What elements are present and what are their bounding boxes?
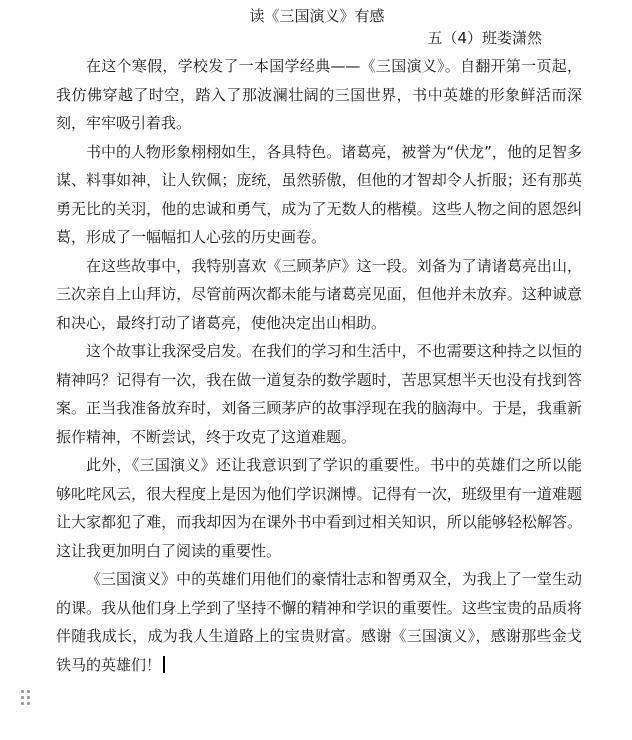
paragraph-3[interactable]: 在这些故事中，我特别喜欢《三顾茅庐》这一段。刘备为了请诸葛亮出山，三次亲自上山拜访，尽管前两次都未能与诸葛亮见面，但他并未放弃。这种诚意和决心，最终打动了诸葛亮，使他决定出山相助。	[56, 256, 582, 332]
drag-handle-icon[interactable]	[21, 690, 31, 706]
document-title: 读《三国演义》有感	[249, 7, 385, 25]
document-body[interactable]	[56, 6, 582, 679]
paragraph-1[interactable]: 在这个寒假，学校发了一本国学经典——《三国演义》。自翻开第一页起，我仿佛穿越了时空，踏入了那波澜壮阔的三国世界，书中英雄的形象鲜活而深刻，牢牢吸引着我。	[56, 57, 582, 132]
paragraph-4[interactable]: 这个故事让我深受启发。在我们的学习和生活中，不也需要这种持之以恒的精神吗？记得有一次，我在做一道复杂的数学题时，苦思冥想半天也没有找到答案。正当我准备放弃时，刘备三顾茅庐的故事浮现在我的脑海中。于是，我重新振作精神，不断尝试，终于攻克了这道难题。	[56, 342, 582, 446]
text-cursor	[163, 656, 165, 673]
author-line: 五（4）班娄潇然	[427, 29, 542, 47]
paragraph-6[interactable]	[56, 565, 582, 679]
paragraph-6-text: 《三国演义》中的英雄们用他们的豪情壮志和智勇双全，为我上了一堂生动的课。我从他们身上学到了坚持不懈的精神和学识的重要性。这些宝贵的品质将伴随我成长，成为我人生道路上的宝贵财富。感谢《三国演义》，感谢那些金戈铁马的英雄们！	[56, 570, 582, 674]
paragraph-5[interactable]: 此外，《三国演义》还让我意识到了学识的重要性。书中的英雄们之所以能够叱咤风云，很大程度上是因为他们学识渊博。记得有一次，班级里有一道难题让大家都犯了难，而我却因为在课外书中看到过相关知识，所以能够轻松解答。这让我更加明白了阅读的重要性。	[56, 456, 582, 560]
paragraph-2[interactable]: 书中的人物形象栩栩如生，各具特色。诸葛亮，被誉为“伏龙”，他的足智多谋、料事如神，让人钦佩；庞统，虽然骄傲，但他的才智却令人折服；还有那英勇无比的关羽，他的忠诚和勇气，成为了无数人的楷模。这些人物之间的恩怨纠葛，形成了一幅幅扣人心弦的历史画卷。	[56, 142, 582, 246]
